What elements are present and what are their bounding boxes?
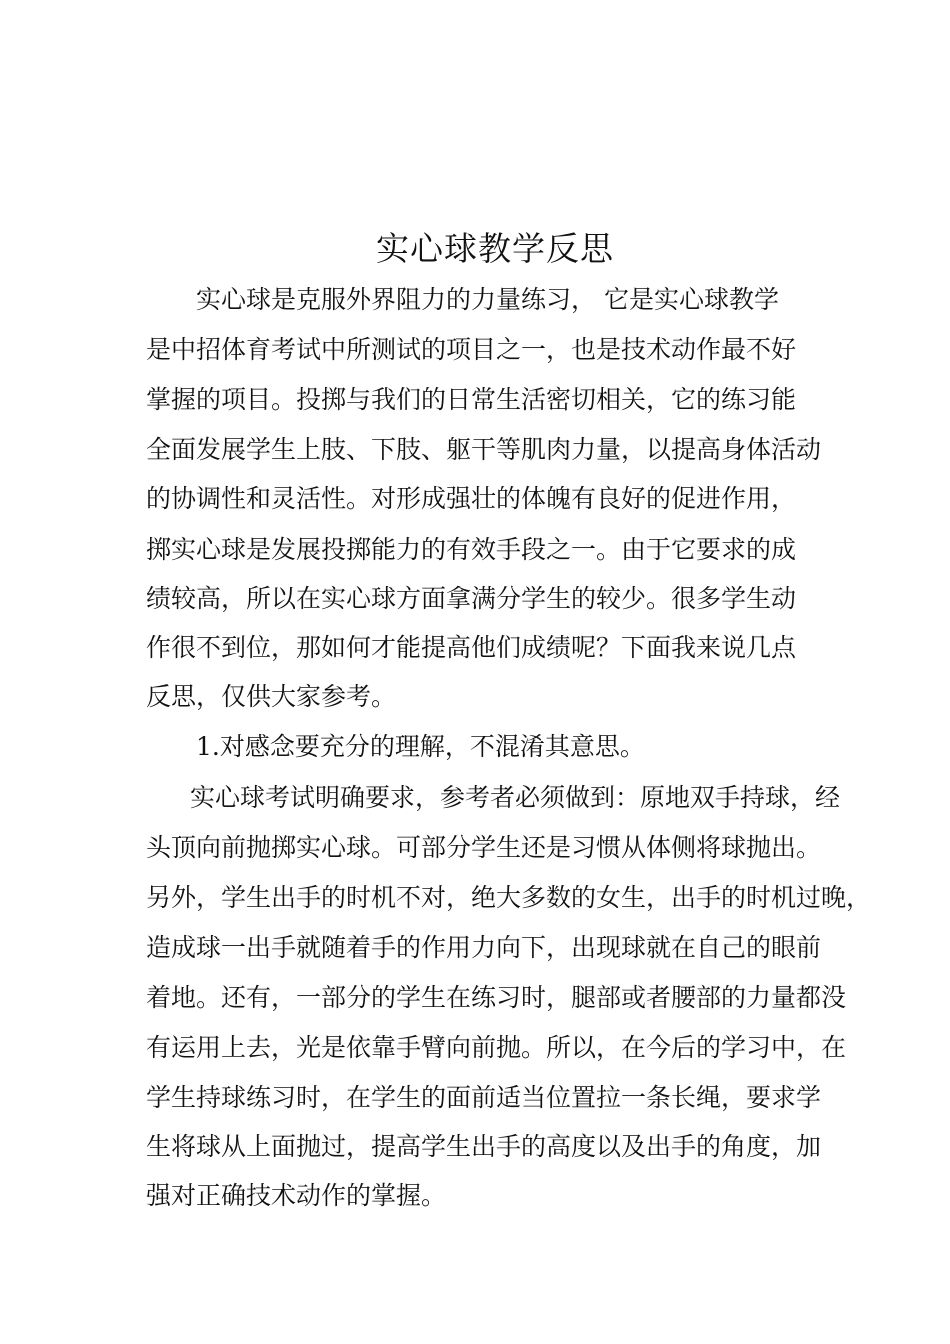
paragraph-line: 造成球一出手就随着手的作用力向下，出现球就在自己的眼前	[146, 933, 822, 962]
paragraph-line: 绩较高，所以在实心球方面拿满分学生的较少。很多学生动	[146, 584, 797, 613]
paragraph-line: 作很不到位，那如何才能提高他们成绩呢？下面我来说几点	[146, 633, 797, 662]
paragraph-line: 实心球考试明确要求，参考者必须做到：原地双手持球，经	[190, 783, 841, 812]
paragraph-line: 是中招体育考试中所测试的项目之一，也是技术动作最不好	[146, 335, 797, 364]
paragraph-line: 学生持球练习时，在学生的面前适当位置拉一条长绳，要求学	[146, 1083, 822, 1112]
paragraph-line: 的协调性和灵活性。对形成强壮的体魄有良好的促进作用，	[146, 484, 797, 513]
paragraph-line: 实心球是克服外界阻力的力量练习， 它是实心球教学	[196, 285, 779, 314]
section-heading: 1.对感念要充分的理解，不混淆其意思。	[196, 732, 645, 761]
paragraph-line: 头顶向前抛掷实心球。可部分学生还是习惯从体侧将球抛出。	[146, 833, 822, 862]
paragraph-line: 强对正确技术动作的掌握。	[146, 1181, 447, 1210]
paragraph-line: 生将球从上面抛过，提高学生出手的高度以及出手的角度，加	[146, 1132, 822, 1161]
paragraph-line: 反思，仅供大家参考。	[146, 682, 397, 711]
paragraph-line: 全面发展学生上肢、下肢、躯干等肌肉力量，以提高身体活动	[146, 435, 822, 464]
paragraph-line: 有运用上去，光是依靠手臂向前抛。所以，在今后的学习中，在	[146, 1033, 847, 1062]
paragraph-line: 另外，学生出手的时机不对，绝大多数的女生，出手的时机过晚，	[146, 883, 872, 912]
paragraph-line: 掷实心球是发展投掷能力的有效手段之一。由于它要求的成	[146, 535, 797, 564]
paragraph-line: 着地。还有，一部分的学生在练习时，腿部或者腰部的力量都没	[146, 983, 847, 1012]
document-title: 实心球教学反思	[376, 229, 614, 268]
paragraph-line: 掌握的项目。投掷与我们的日常生活密切相关，它的练习能	[146, 385, 797, 414]
